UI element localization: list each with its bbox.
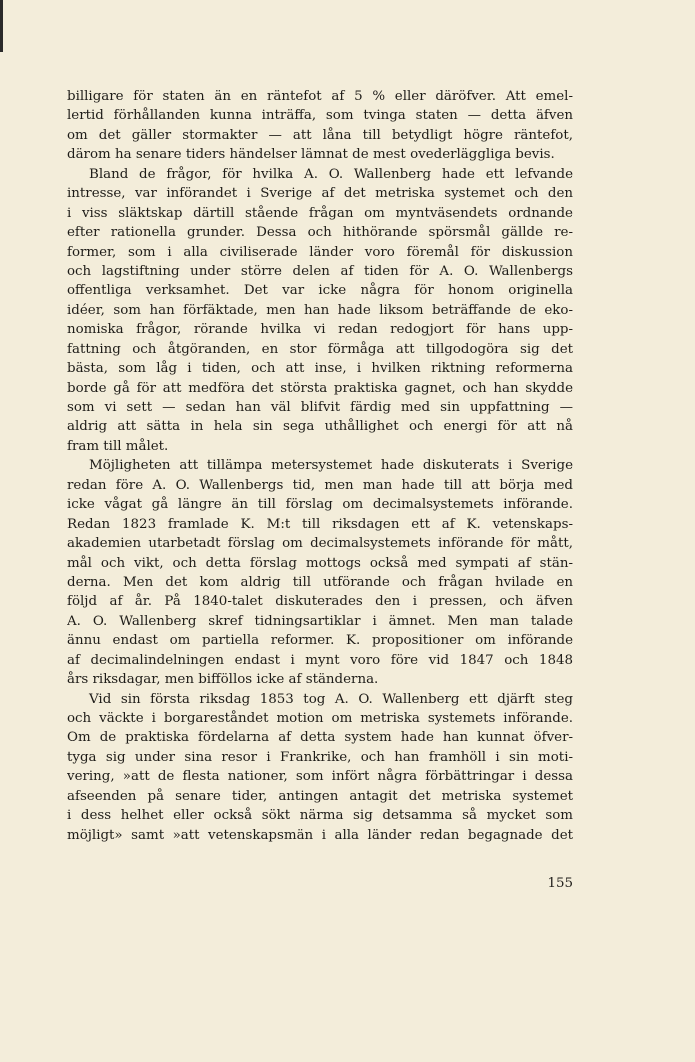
text-line: följd af år. På 1840‑talet diskuterades den i pressen, och äfven — [67, 594, 573, 610]
page-edge-mark — [0, 0, 3, 52]
text-line: billigare för staten än en räntefot af 5 % eller däröfver. Att emel‑ — [67, 89, 573, 104]
text-line: A. O. Wallenberg skref tidningsartiklar i ämnet. Men man talade — [67, 613, 573, 629]
text-line: offentliga verksamhet. Det var icke några för honom originella — [67, 283, 573, 299]
text-line: idéer, som han förfäktade, men han hade liksom beträffande de eko‑ — [67, 302, 573, 318]
text-line: afseenden på senare tider, antingen antagit det metriska systemet — [67, 788, 573, 804]
text-line: om det gäller stormakter — att låna till betydligt högre räntefot, — [67, 127, 573, 143]
text-line: aldrig att sätta in hela sin sega uthållighet och energi för att nå — [67, 419, 573, 435]
text-line: fattning och åtgöranden, en stor förmåga att tillgodogöra sig det — [67, 341, 573, 357]
text-line: former, som i alla civiliserade länder voro föremål för diskussion — [67, 244, 573, 260]
text-line: derna. Men det kom aldrig till utförande och frågan hvilade en — [67, 574, 573, 590]
text-line: akademien utarbetadt förslag om decimalsystemets införande för mått, — [67, 536, 573, 552]
text-line: i viss släktskap därtill stående frågan om myntväsendets ordnande — [67, 205, 573, 221]
text-line: och lagstiftning under större delen af tiden för A. O. Wallenbergs — [67, 263, 573, 279]
text-line: vering, »att de flesta nationer, som infört några förbättringar i dessa — [67, 769, 573, 785]
text-line: borde gå för att medföra det största praktiska gagnet, och han skydde — [67, 380, 573, 396]
text-line: bästa, som låg i tiden, och att inse, i hvilken riktning reformerna — [67, 361, 573, 377]
text-line: och väckte i borgareståndet motion om metriska systemets införande. — [67, 711, 573, 726]
text-line: Möjligheten att tillämpa metersystemet hade diskuterats i Sverige — [89, 458, 573, 474]
text-line: ännu endast om partiella reformer. K. propositioner om införande — [67, 633, 573, 649]
text-line: i dess helhet eller också sökt närma sig detsamma så mycket som — [67, 808, 573, 824]
text-line: lertid förhållanden kunna inträffa, som tvinga staten — detta äfven — [67, 108, 573, 124]
text-line: redan före A. O. Wallenbergs tid, men man hade till att börja med — [67, 477, 573, 493]
page-number: 155 — [547, 876, 573, 891]
text-line: Om de praktiska fördelarna af detta system hade han kunnat öfver‑ — [67, 730, 573, 746]
text-line: Vid sin första riksdag 1853 tog A. O. Wallenberg ett djärft steg — [89, 691, 573, 707]
text-line: som vi sett — sedan han väl blifvit färdig med sin uppfattning — — [67, 400, 573, 415]
text-line: mål och vikt, och detta förslag mottogs också med sympati af stän‑ — [67, 555, 573, 571]
text-line: möjligt» samt »att vetenskapsmän i alla länder redan begagnade det — [67, 827, 573, 843]
text-line: intresse, var införandet i Sverige af det metriska systemet och den — [67, 186, 573, 202]
text-line: nomiska frågor, rörande hvilka vi redan redogjort för hans upp‑ — [67, 322, 573, 338]
text-line: icke vågat gå längre än till förslag om decimalsystemets införande. — [67, 497, 573, 513]
text-line: Bland de frågor, för hvilka A. O. Wallenberg hade ett lefvande — [89, 166, 573, 182]
text-line: af decimalindelningen endast i mynt voro före vid 1847 och 1848 — [67, 652, 573, 668]
text-line: års riksdagar, men bifföllos icke af ständerna. — [67, 672, 379, 688]
text-line: fram till målet. — [67, 438, 169, 454]
text-line: därom ha senare tiders händelser lämnat de mest ovederläggliga bevis. — [67, 147, 555, 163]
text-line: tyga sig under sina resor i Frankrike, och han framhöll i sin moti‑ — [67, 749, 573, 765]
text-line: Redan 1823 framlade K. M:t till riksdagen ett af K. vetenskaps‑ — [67, 516, 573, 532]
body-text — [67, 87, 573, 845]
text-line: efter rationella grunder. Dessa och hithörande spörsmål gällde re‑ — [67, 225, 573, 241]
